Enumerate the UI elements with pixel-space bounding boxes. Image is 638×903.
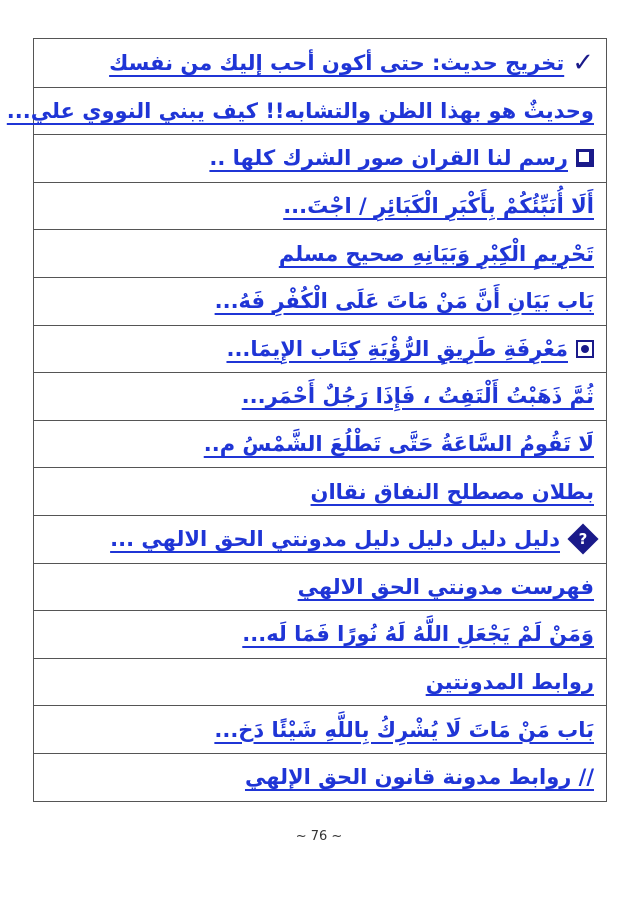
table-row	[34, 134, 606, 182]
table-row	[34, 467, 606, 515]
row-link[interactable]: فهرست مدونتي الحق الالهي	[297, 574, 594, 599]
table-row	[34, 182, 606, 230]
target-icon	[576, 340, 594, 358]
row-link[interactable]: بَاب بَيَانِ أَنَّ مَنْ مَاتَ عَلَى الْكُفْرِ فَهُ...	[214, 289, 594, 314]
table-row	[34, 563, 606, 611]
table-row	[6, 87, 606, 135]
table-row	[34, 372, 606, 420]
table-row	[34, 39, 606, 87]
row-link[interactable]: روابط المدونتين	[425, 670, 594, 695]
table-row	[34, 658, 606, 706]
row-link[interactable]: دليل دليل دليل دليل مدونتي الحق الالهي ...	[110, 527, 560, 552]
row-link[interactable]: بطلان مصطلح النفاق نقاان	[310, 479, 594, 504]
row-link[interactable]: وحديثٌ هو بهذا الظن والتشابه!! كيف يبني النووي علي...	[6, 98, 594, 123]
table-row	[34, 610, 606, 658]
links-table	[6, 38, 607, 802]
row-link[interactable]: أَلَا أُنَبِّئُكُمْ بِأَكْبَرِ الْكَبَائِرِ / اجْتَ...	[283, 194, 594, 219]
question-diamond-icon: ?	[567, 524, 598, 555]
row-link[interactable]: // روابط مدونة قانون الحق الإلهي	[244, 765, 594, 790]
table-row	[34, 420, 606, 468]
row-link[interactable]: ثُمَّ ذَهَبْتُ أَلْتَفِتُ ، فَإِذَا رَجُلٌ أَحْمَر...	[241, 384, 594, 409]
row-link[interactable]: بَاب مَنْ مَاتَ لَا يُشْرِكُ بِاللَّهِ شَيْئًا دَخ...	[214, 717, 594, 742]
table-row	[34, 229, 606, 277]
row-link[interactable]: لَا تَقُومُ السَّاعَةُ حَتَّى تَطْلُعَ الشَّمْسُ م..	[203, 432, 594, 457]
checkmark-icon: ✓	[572, 47, 594, 78]
row-link[interactable]: وَمَنْ لَمْ يَجْعَلِ اللَّهُ لَهُ نُورًا فَمَا لَه...	[242, 622, 594, 647]
page-number: ~ 76 ~	[295, 829, 343, 844]
table-row	[34, 753, 606, 801]
table-row	[34, 515, 606, 563]
table-row	[34, 705, 606, 753]
row-link[interactable]: رسم لنا القران صور الشرك كلها ..	[209, 146, 568, 171]
square-icon	[576, 149, 594, 167]
table-row	[34, 277, 606, 325]
row-link[interactable]: تخريج حديث: حتى أكون أحب إليك من نفسك	[109, 50, 565, 75]
table-row	[34, 325, 606, 373]
row-link[interactable]: مَعْرِفَةِ طَرِيقِ الرُّؤْيَةِ كِتَاب الإِيمَا...	[226, 336, 568, 361]
row-link[interactable]: تَحْرِيمِ الْكِبْرِ وَبَيَانِهِ صحيح مسلم	[278, 241, 594, 266]
